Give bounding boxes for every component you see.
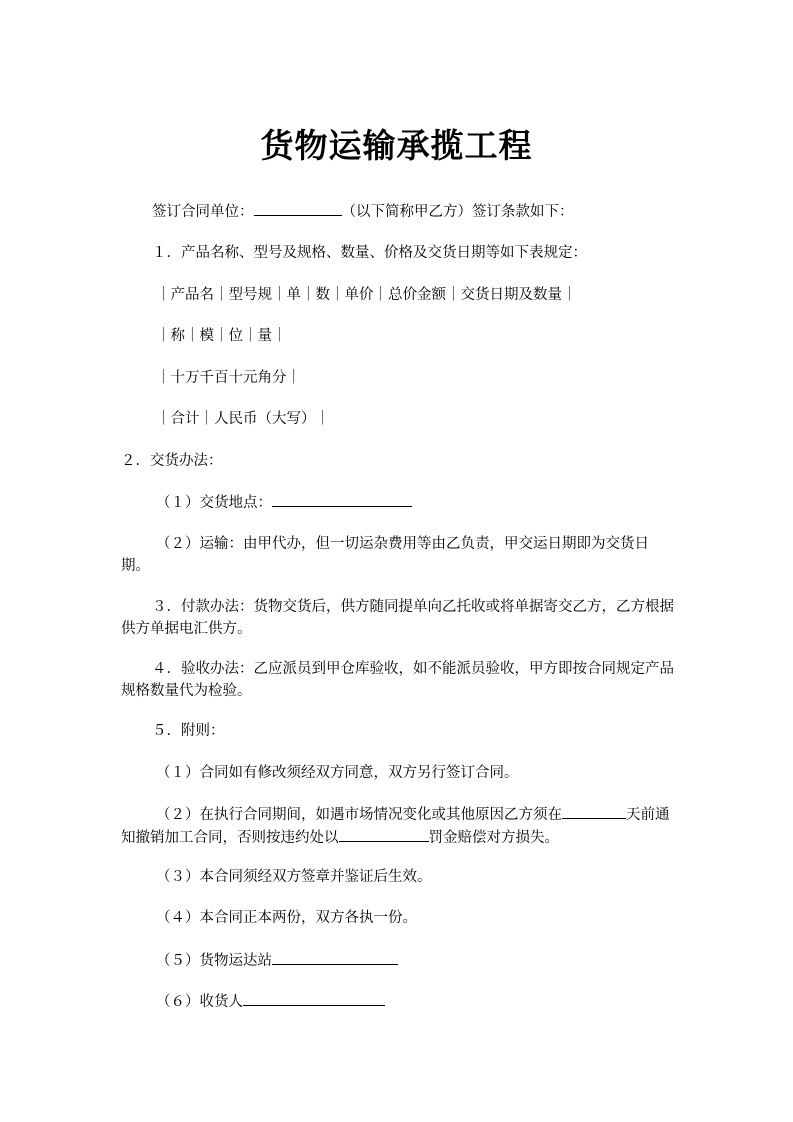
notice-days-blank[interactable]	[562, 803, 626, 819]
clause-5-2-part-c: 罚金赔偿对方损失。	[428, 830, 559, 846]
clause-2-2: （２）运输：由甲代办，但一切运杂费用等由乙负责，甲交运日期即为交货日期。	[121, 536, 649, 574]
consignee-label: （６）收货人	[156, 994, 243, 1010]
consignee-blank[interactable]	[243, 990, 385, 1006]
table-row-units: ｜十万千百十元角分｜	[156, 370, 301, 386]
contract-party-blank[interactable]	[254, 200, 342, 216]
table-row-total: ｜合计｜人民币（大写）｜	[156, 411, 330, 427]
clause-5-2-part-b: 天前通知撤销加工合同，否则按违约处以	[121, 807, 670, 846]
arrival-station-blank[interactable]	[272, 949, 398, 965]
clause-2: ２．交货办法：	[121, 453, 223, 469]
clause-5: ５．附则：	[152, 723, 225, 739]
table-row-header-cont: ｜称｜模｜位｜量｜	[156, 328, 287, 344]
intro-line	[152, 200, 574, 223]
clause-1: １．产品名称、型号及规格、数量、价格及交货日期等如下表规定：	[152, 245, 587, 261]
clause-3: ３．付款办法：货物交货后，供方随同提单向乙托收或将单据寄交乙方，乙方根据供方单据电汇供方。	[121, 599, 674, 637]
delivery-place-label: （１）交货地点：	[156, 495, 272, 511]
clause-5-6	[156, 990, 385, 1013]
arrival-station-label: （５）货物运达站	[156, 953, 272, 969]
penalty-amount-blank[interactable]	[339, 826, 429, 842]
clause-5-5	[156, 949, 398, 972]
delivery-place-blank[interactable]	[272, 491, 412, 507]
clause-5-2	[121, 803, 677, 849]
intro-label: 签订合同单位：	[152, 204, 254, 220]
table-row-header: ｜产品名｜型号规｜单｜数｜单价｜总价金额｜交货日期及数量｜	[156, 287, 577, 303]
clause-5-3: （３）本合同须经双方签章并鉴证后生效。	[156, 869, 432, 885]
intro-suffix: （以下简称甲乙方）签订条款如下：	[341, 204, 574, 220]
clause-5-2-part-a: （２）在执行合同期间，如遇市场情况变化或其他原因乙方须在	[156, 807, 562, 823]
clause-5-1: （１）合同如有修改须经双方同意，双方另行签订合同。	[156, 765, 519, 781]
clause-4: ４．验收办法：乙应派员到甲仓库验收，如不能派员验收，甲方即按合同规定产品规格数量代为检验。	[121, 661, 674, 699]
clause-5-4: （４）本合同正本两份，双方各执一份。	[156, 910, 417, 926]
clause-2-1	[156, 491, 412, 514]
document-title: 货物运输承揽工程	[260, 126, 533, 165]
